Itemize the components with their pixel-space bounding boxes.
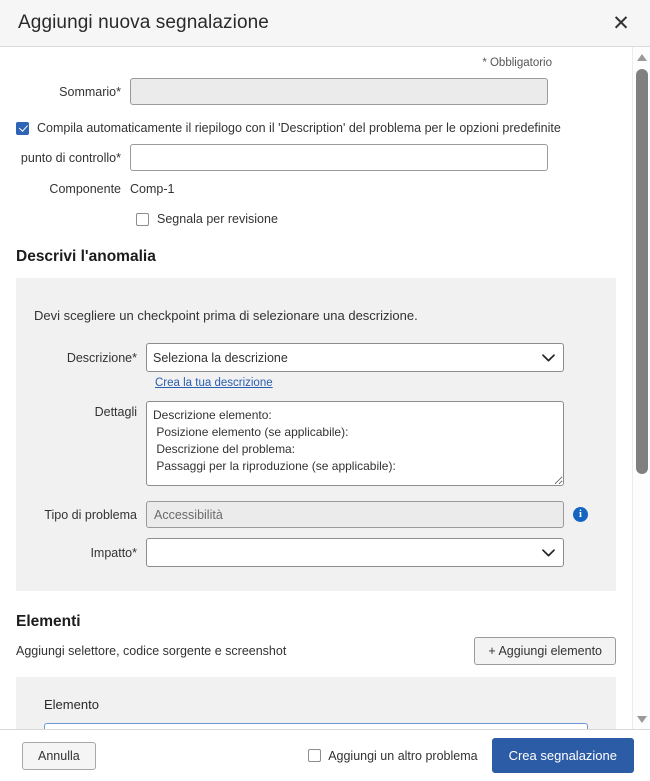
flag-review-checkbox[interactable]	[136, 213, 149, 226]
dialog-body	[0, 47, 650, 729]
details-label: Dettagli	[94, 405, 137, 419]
scroll-up-arrow-icon[interactable]	[633, 49, 650, 65]
close-icon[interactable]: ✕	[612, 11, 630, 35]
cancel-button[interactable]: Annulla	[22, 742, 96, 770]
describe-panel	[16, 278, 616, 591]
dialog-footer	[0, 729, 650, 781]
another-issue-checkbox-label: Aggiungi un altro problema	[328, 748, 478, 763]
impact-select[interactable]	[146, 538, 564, 567]
vertical-scrollbar[interactable]	[632, 47, 650, 729]
create-issue-button[interactable]: Crea segnalazione	[492, 738, 634, 773]
elements-section-heading: Elementi	[16, 613, 81, 630]
description-select[interactable]	[146, 343, 564, 372]
issue-type-row	[16, 501, 616, 528]
description-row	[16, 343, 616, 372]
scrollbar-thumb[interactable]	[636, 69, 648, 474]
element-label: Elemento	[44, 697, 99, 712]
checkpoint-input[interactable]	[130, 144, 548, 171]
describe-section-heading: Descrivi l'anomalia	[16, 248, 156, 265]
summary-label: Sommario*	[59, 84, 121, 99]
create-description-link[interactable]: Crea la tua descrizione	[155, 377, 273, 389]
element-panel	[16, 677, 616, 729]
component-value: Comp-1	[130, 182, 175, 196]
component-row	[0, 180, 632, 198]
scroll-content	[0, 47, 632, 729]
impact-label: Impatto*	[90, 545, 137, 560]
issue-type-label: Tipo di problema	[44, 507, 137, 522]
autofill-checkbox-label: Compila automaticamente il riepilogo con il 'Description' del problema per le opzioni predefinite	[37, 121, 561, 135]
elements-subtitle: Aggiungi selettore, codice sorgente e screenshot	[16, 644, 287, 658]
flag-review-checkbox-label: Segnala per revisione	[157, 212, 278, 226]
description-label: Descrizione*	[66, 350, 137, 365]
details-textarea[interactable]	[146, 401, 564, 486]
flag-review-checkbox-row[interactable]	[0, 212, 632, 226]
add-element-button[interactable]: + Aggiungi elemento	[474, 637, 616, 665]
component-label: Componente	[49, 182, 121, 196]
another-issue-checkbox-row[interactable]	[308, 749, 477, 763]
autofill-checkbox-row[interactable]	[0, 121, 632, 135]
summary-input[interactable]	[130, 78, 548, 105]
details-row	[16, 401, 616, 491]
impact-row	[16, 538, 616, 567]
create-description-row	[16, 377, 616, 389]
dialog-titlebar	[0, 0, 650, 47]
scroll-down-arrow-icon[interactable]	[633, 711, 650, 727]
elements-header-row	[16, 637, 616, 665]
checkpoint-label: punto di controllo*	[20, 150, 121, 165]
autofill-checkbox[interactable]	[16, 122, 29, 135]
info-icon[interactable]: i	[573, 507, 588, 522]
issue-type-input[interactable]	[146, 501, 564, 528]
describe-hint: Devi scegliere un checkpoint prima di selezionare una descrizione.	[34, 308, 418, 323]
another-issue-checkbox[interactable]	[308, 749, 321, 762]
summary-row	[0, 78, 632, 105]
element-input[interactable]	[44, 723, 588, 729]
required-note: * Obbligatorio	[482, 57, 552, 69]
checkpoint-row	[0, 144, 632, 171]
dialog-title: Aggiungi nuova segnalazione	[18, 12, 269, 33]
